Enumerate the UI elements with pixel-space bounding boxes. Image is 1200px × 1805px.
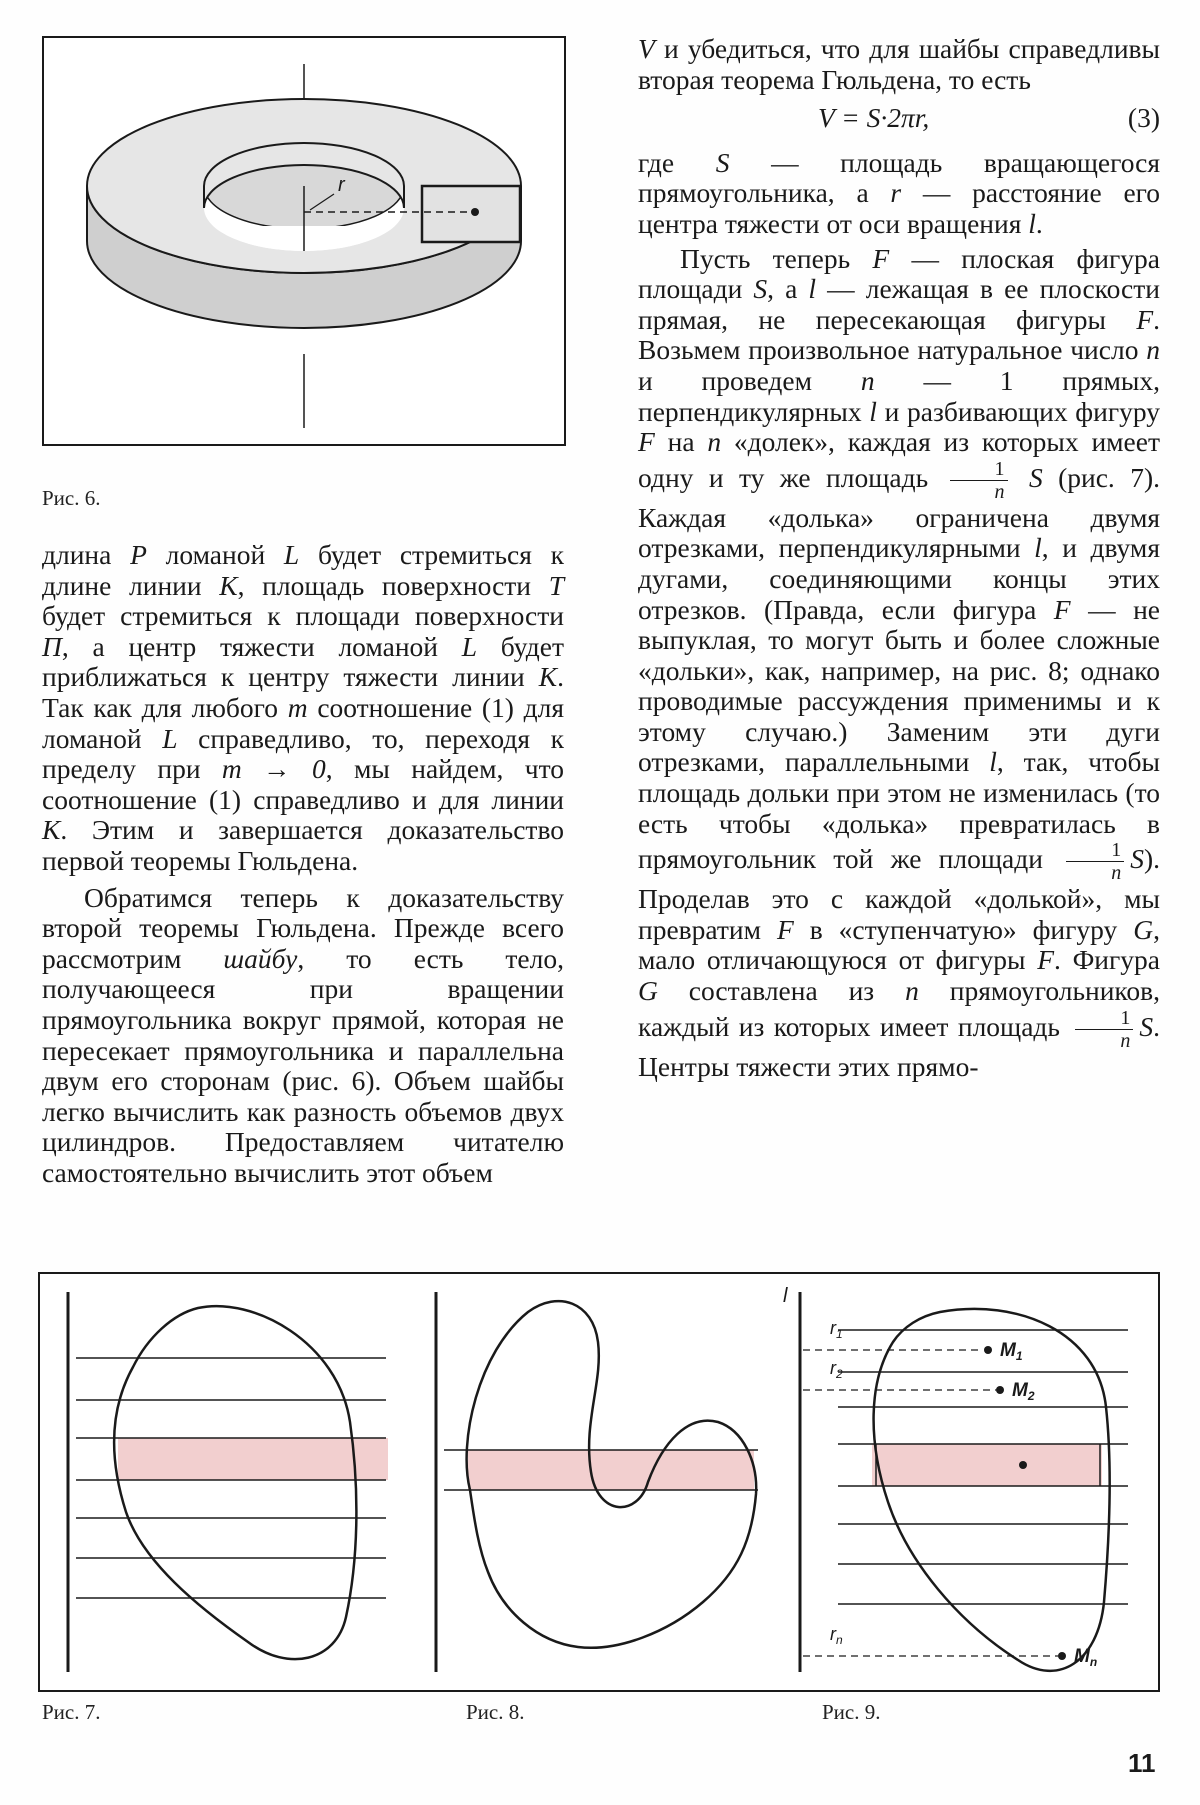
figures-7-8-9 — [38, 1272, 1160, 1692]
equation-text: V = S·2πr, — [818, 102, 930, 134]
fig9-r1-label: $r_1$ — [830, 1318, 843, 1341]
equation-number: (3) — [1127, 102, 1160, 134]
left-column — [42, 540, 564, 1188]
fig9-r2-label: $r_2$ — [830, 1358, 843, 1381]
fig9-axis-label: l — [783, 1285, 788, 1307]
page-number: 11 — [1128, 1748, 1156, 1778]
washer-illustration — [42, 36, 566, 446]
fig9-caption: Рис. 9. — [822, 1700, 881, 1724]
fraction-1-n-2: $\frac{1}{n}$ — [1066, 839, 1124, 884]
fig7-caption: Рис. 7. — [42, 1700, 101, 1724]
fraction-1-n-3: $\frac{1}{n}$ — [1075, 1007, 1133, 1052]
fig9-rn-label: $r_n$ — [830, 1624, 843, 1647]
fig9-M1-label: $M_1$ — [1000, 1340, 1023, 1363]
radius-label: r — [338, 174, 345, 196]
right-paragraph-3: Пусть теперь F — плоская фигура площади S, а l — лежащая в ее плоскости прямая, не пересекающая фигуры F. Возьмем произвольное натуральное число n и проведем n — 1 прямых, перпендикулярных l и разбивающих фигуру F на n «долек», каждая из которых имеет одну и ту же площадь $\frac{1}{n}$ S (рис. 7). Каждая «долька» ограничена двумя отрезками, перпендикулярными l, и двумя дугами, соединяющими концы этих отрезков. (Правда, если фигура F — не выпуклая, то могут быть и более сложные «дольки», как, например, на рис. 8; однако проводимые рассуждения применимы и к этому случаю.) Заменим эти дуги отрезками, параллельными l, так, чтобы площадь дольки при этом не изменилась (то есть чтобы «долька» превратилась в прямоугольник той же площади $\frac{1}{n}$ S). Проделав это с каждой «долькой», мы превратим F в «ступенчатую» фигуру G, мало отличающуюся от фигуры F. Фигура G составлена из n прямоугольников, каждый из которых имеет площадь $\frac{1}{n}$ S. Центры тяжести этих прямо- — [638, 242, 1161, 1082]
fraction-1-n: $\frac{1}{n}$ — [950, 458, 1008, 503]
fig6-caption: Рис. 6. — [42, 486, 101, 510]
equation-3 — [638, 103, 1160, 134]
right-paragraph-2: где S — площадь вращающегося прямоугольника, а r — расстояние его центра тяжести от оси вращения l. — [638, 146, 1161, 239]
fig8-caption: Рис. 8. — [466, 1700, 525, 1724]
right-paragraph-1: V и убедиться, что для шайбы справедливы вторая теорема Гюльдена, то есть — [638, 33, 1160, 95]
figure-6 — [42, 36, 566, 446]
left-paragraph-1: длина P ломаной L будет стремиться к длине линии K, площадь поверхности T будет стремиться к площади поверхности П, а центр тяжести ломаной L будет приближаться к центру тяжести линии K. Так как для любого m соотношение (1) для ломаной L справедливо, то, переходя к пределу при m → 0, мы найдем, что соотношение (1) справедливо и для линии K. Этим и завершается доказательство первой теоремы Гюльдена. — [42, 539, 564, 876]
fig9-M2-label: $M_2$ — [1012, 1380, 1035, 1403]
left-paragraph-2: Обратимся теперь к доказательству второй теоремы Гюльдена. Прежде всего рассмотрим шайбу, то есть тело, получающееся при вращении прямоугольника вокруг прямой, которая не пересекает прямоугольника и параллельна двум его сторонам (рис. 6). Объем шайбы легко вычислить как разность объемов двух цилиндров. Предоставляем читателю самостоятельно вычислить этот объем — [42, 881, 564, 1188]
right-column — [638, 34, 1160, 1082]
fig9-Mn-label: $M_n$ — [1074, 1646, 1098, 1669]
slice-figures — [38, 1272, 1160, 1692]
